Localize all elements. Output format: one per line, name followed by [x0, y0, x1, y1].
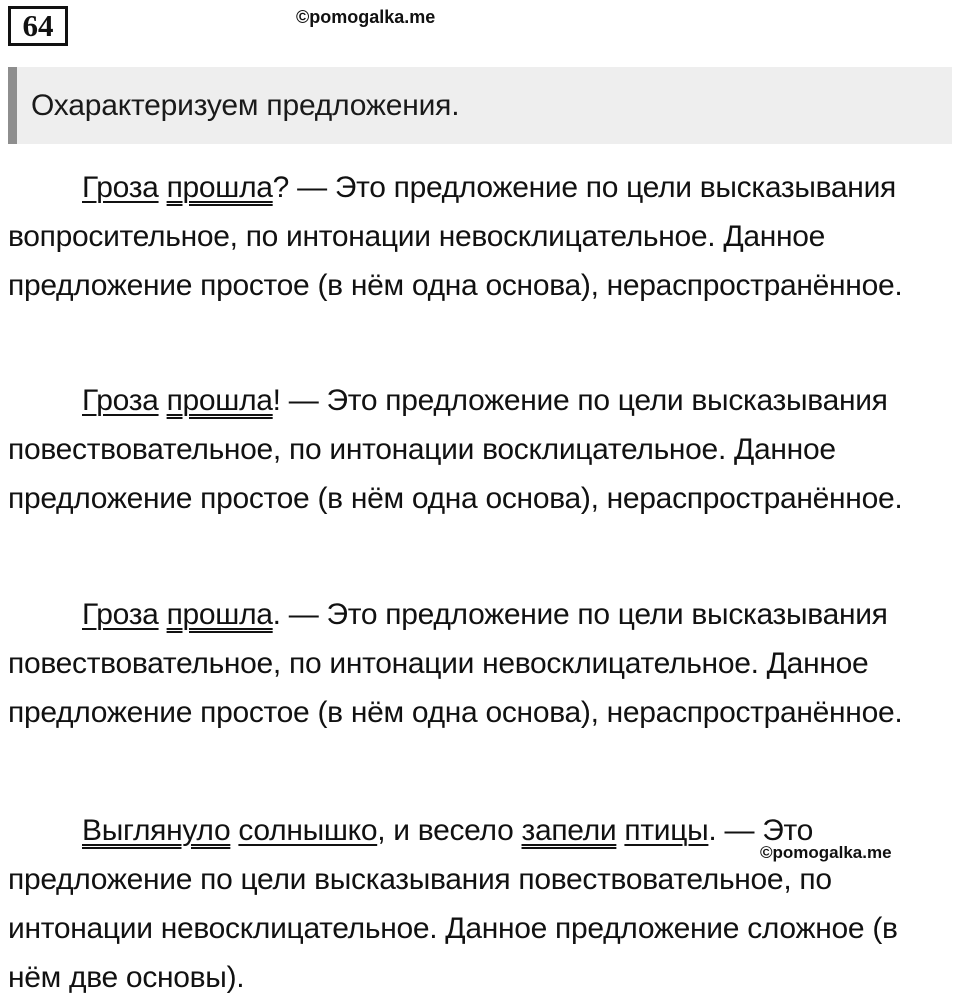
- predicate-word: Выглянуло: [82, 814, 231, 847]
- paragraph-4: [8, 806, 952, 1002]
- paragraph-text: — Это предложение по цели высказывания повествовательное, по интонации невосклицательное. Данное предложение простое (в нём одна основа), нераспространённое.: [8, 598, 903, 729]
- header-bar: [8, 67, 952, 144]
- task-number-badge: 64: [8, 6, 68, 46]
- sentence-punct: ?: [272, 171, 290, 204]
- paragraph-text: — Это предложение по цели высказывания повествовательное, по интонации невосклицательное. Данное предложение сложное (в нём две основы).: [8, 814, 898, 994]
- sentence-punct: !: [272, 384, 281, 417]
- paragraph-2: [8, 376, 952, 523]
- subject-word: птицы: [624, 814, 709, 847]
- sentence-separator: , и весело: [377, 814, 522, 847]
- watermark-middle: ©pomogalka.me: [760, 843, 892, 862]
- header-title: Охарактеризуем предложения.: [31, 89, 460, 122]
- subject-word: солнышко: [238, 814, 378, 847]
- predicate-word: прошла: [166, 384, 273, 417]
- sentence-punct: .: [708, 814, 717, 847]
- paragraph-text: — Это предложение по цели высказывания повествовательное, по интонации восклицательное. Данное предложение простое (в нём одна основа), нераспространённое.: [8, 384, 903, 515]
- predicate-word: прошла: [166, 598, 273, 631]
- subject-word: Гроза: [82, 384, 159, 417]
- sentence-punct: .: [272, 598, 281, 631]
- predicate-word: запели: [521, 814, 617, 847]
- predicate-word: прошла: [166, 171, 273, 204]
- paragraph-1: [8, 163, 952, 310]
- paragraph-3: [8, 590, 952, 737]
- watermark-top: ©pomogalka.me: [296, 7, 436, 27]
- paragraph-text: — Это предложение по цели высказывания вопросительное, по интонации невосклицательное. Данное предложение простое (в нём одна основа), нераспространённое.: [8, 171, 903, 302]
- subject-word: Гроза: [82, 171, 159, 204]
- subject-word: Гроза: [82, 598, 159, 631]
